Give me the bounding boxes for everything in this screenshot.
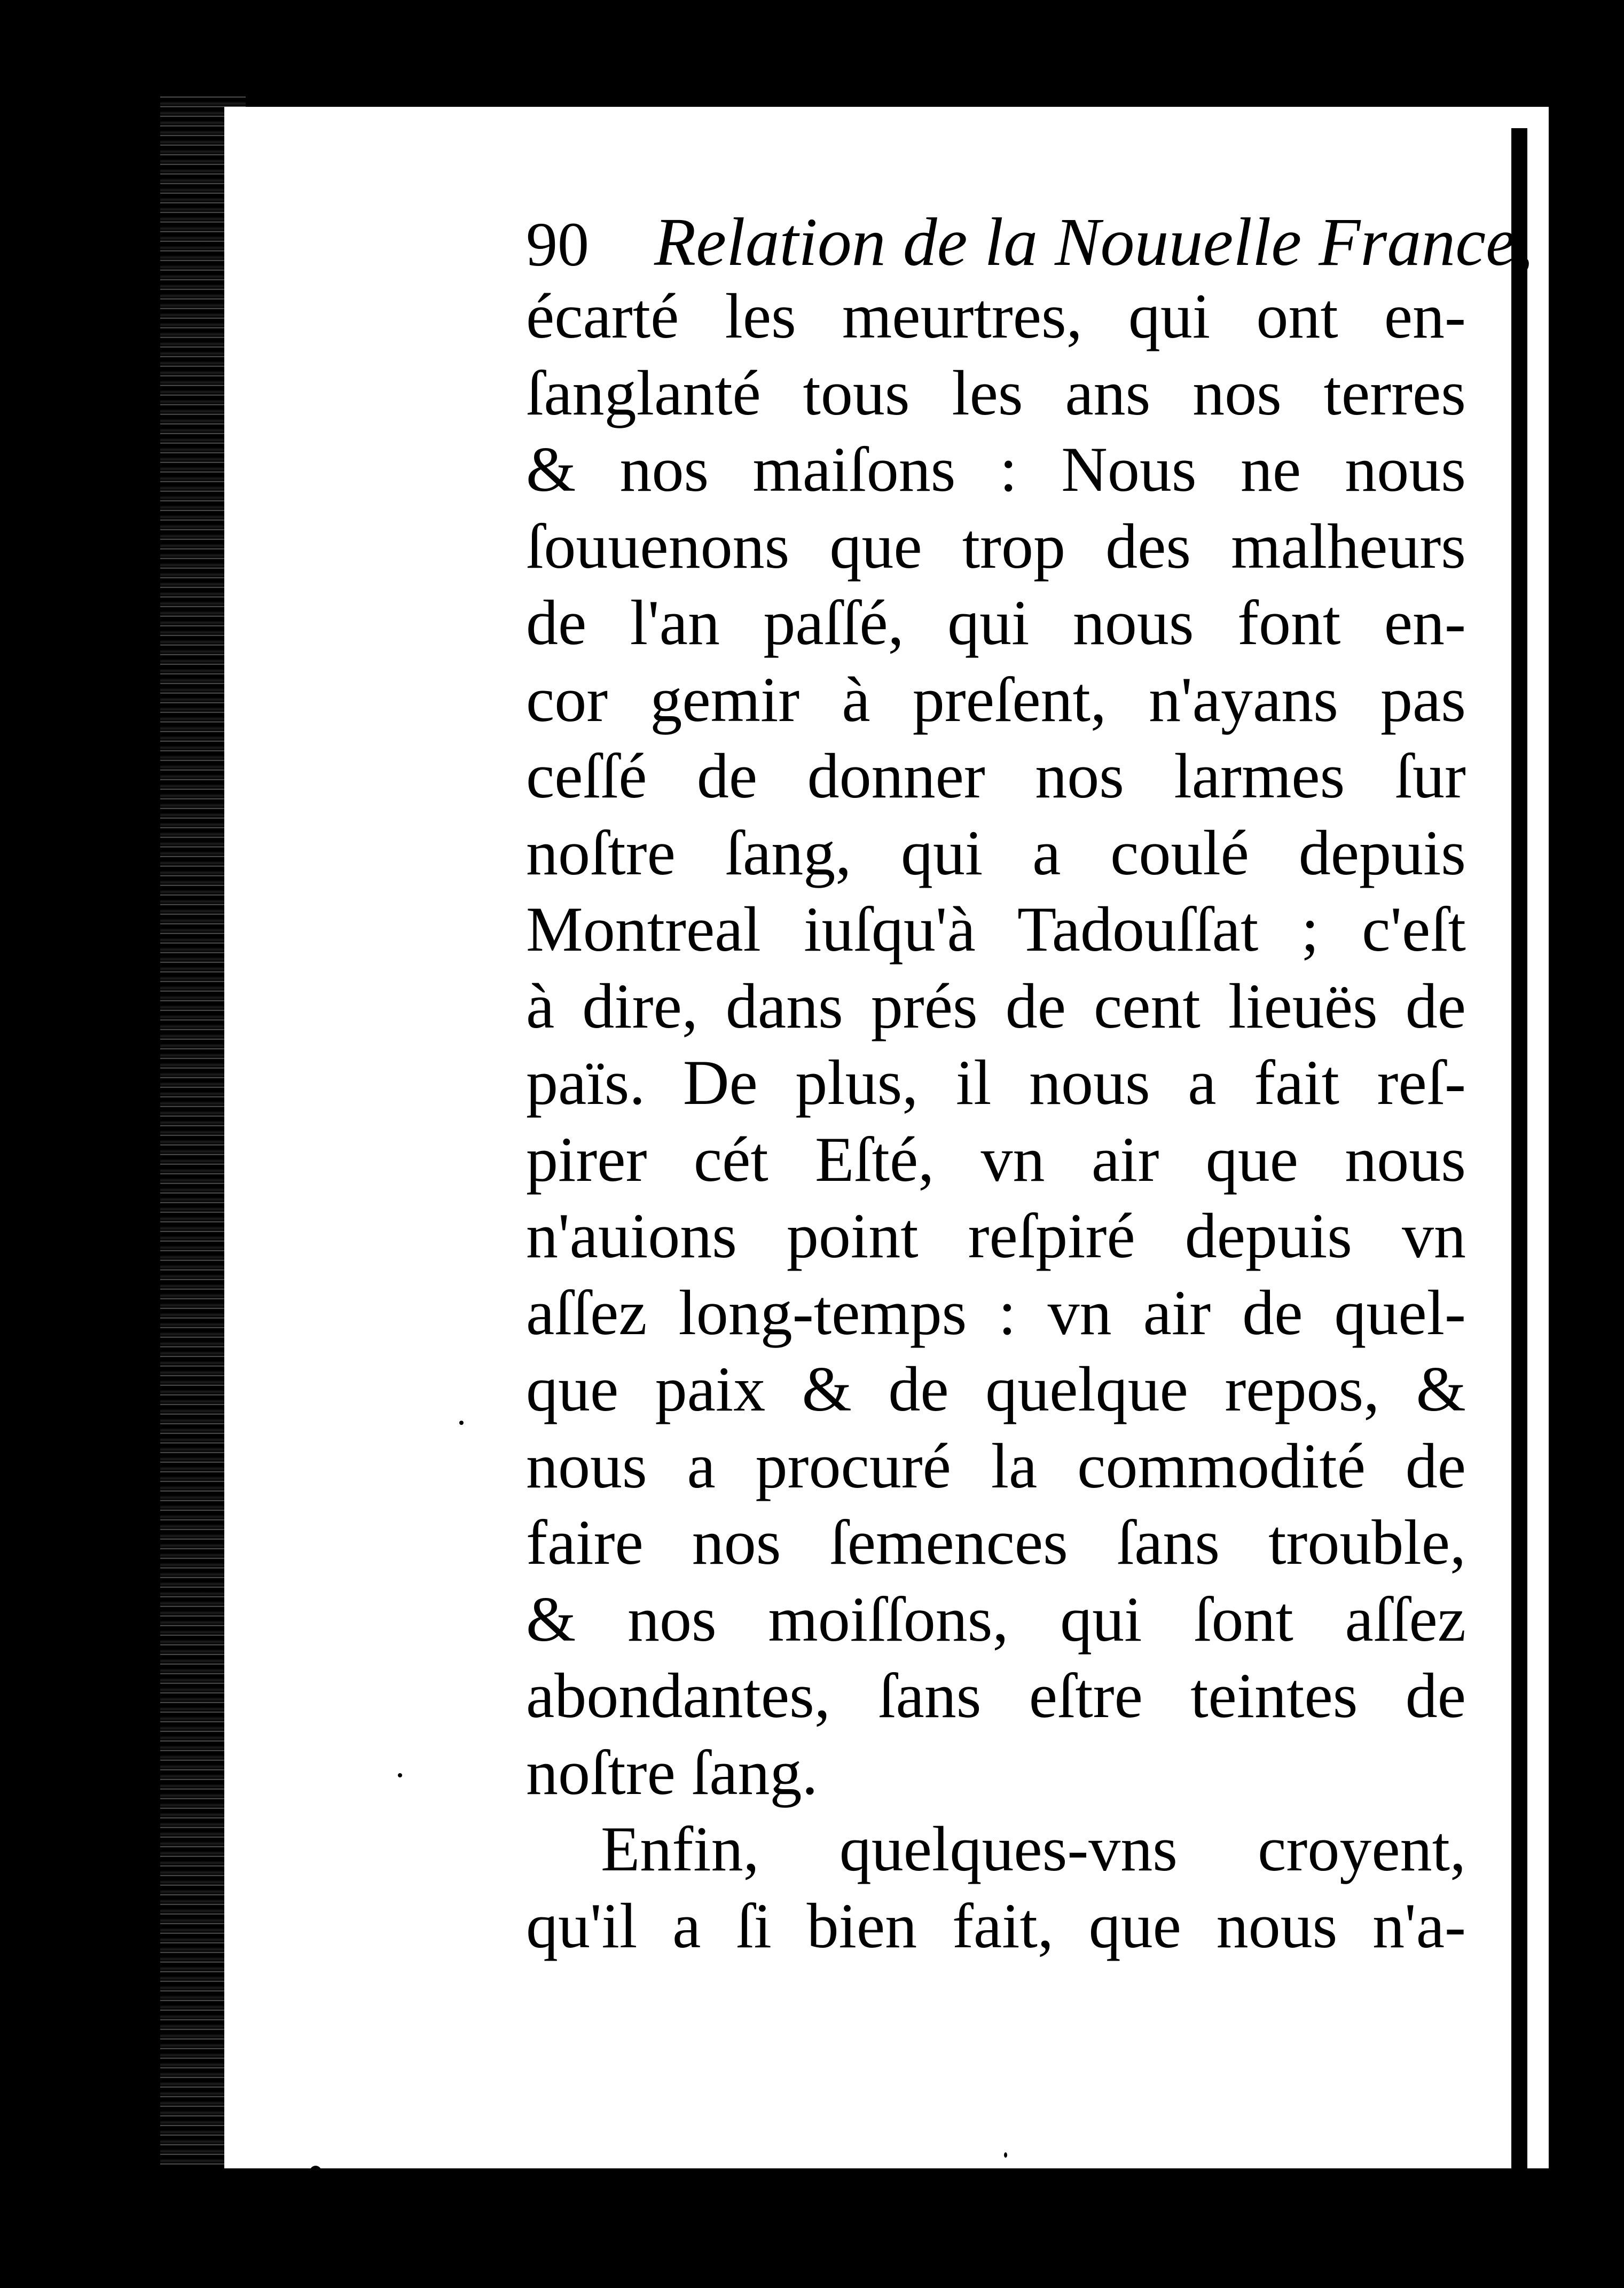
text-line: pirer cét Eſté, vn air que nous <box>526 1123 1466 1195</box>
text-line: Montreal iuſqu'à Tadouſſat ; c'eſt <box>526 894 1466 965</box>
scan-speck <box>398 1773 402 1777</box>
scan-speck <box>1004 2152 1007 2158</box>
text-line: aſſez long-temps : vn air de quel- <box>526 1276 1466 1348</box>
text-line: nous a procuré la commodité de <box>526 1430 1466 1501</box>
page-header <box>526 203 1533 283</box>
text-line: ceſſé de donner nos larmes ſur <box>526 740 1466 811</box>
text-line: écarté les meurtres, qui ont en- <box>526 280 1466 351</box>
text-line: qu'il a ſi bien fait, que nous n'a- <box>526 1890 1466 1961</box>
text-line: cor gemir à preſent, n'ayans pas <box>526 663 1466 735</box>
text-line: de l'an paſſé, qui nous font en- <box>526 587 1466 658</box>
scan-speck <box>310 2166 321 2177</box>
text-line: païs. De plus, il nous a fait reſ- <box>526 1047 1466 1118</box>
text-line: que paix & de quelque repos, & <box>526 1353 1466 1424</box>
text-line: ſanglanté tous les ans nos terres <box>526 357 1466 428</box>
scan-speck <box>1581 555 1584 562</box>
text-line: Enfin, quelques-vns croyent, <box>601 1813 1466 1884</box>
text-line: faire nos ſemences ſans trouble, <box>526 1507 1466 1578</box>
text-line: ſouuenons que trop des malheurs <box>526 510 1466 582</box>
page-edge-line <box>1533 139 1542 2158</box>
text-line: & nos moiſſons, qui ſont aſſez <box>526 1583 1466 1655</box>
text-line: & nos maiſons : Nous ne nous <box>526 434 1466 505</box>
page-right-shadow <box>1511 128 1527 2168</box>
text-line: à dire, dans prés de cent lieuës de <box>526 970 1466 1041</box>
scan-speck <box>459 1421 464 1425</box>
text-line: noſtre ſang. <box>526 1736 818 1808</box>
page-number: 90 <box>526 209 589 279</box>
text-line: n'auions point reſpiré depuis vn <box>526 1200 1466 1271</box>
running-title: Relation de la Nouuelle France, <box>654 204 1533 280</box>
text-line: abondantes, ſans eſtre teintes de <box>526 1660 1466 1731</box>
right-scan-border <box>1549 128 1586 2179</box>
text-line: noſtre ſang, qui a coulé depuis <box>526 817 1466 888</box>
body-text <box>526 278 1466 1964</box>
